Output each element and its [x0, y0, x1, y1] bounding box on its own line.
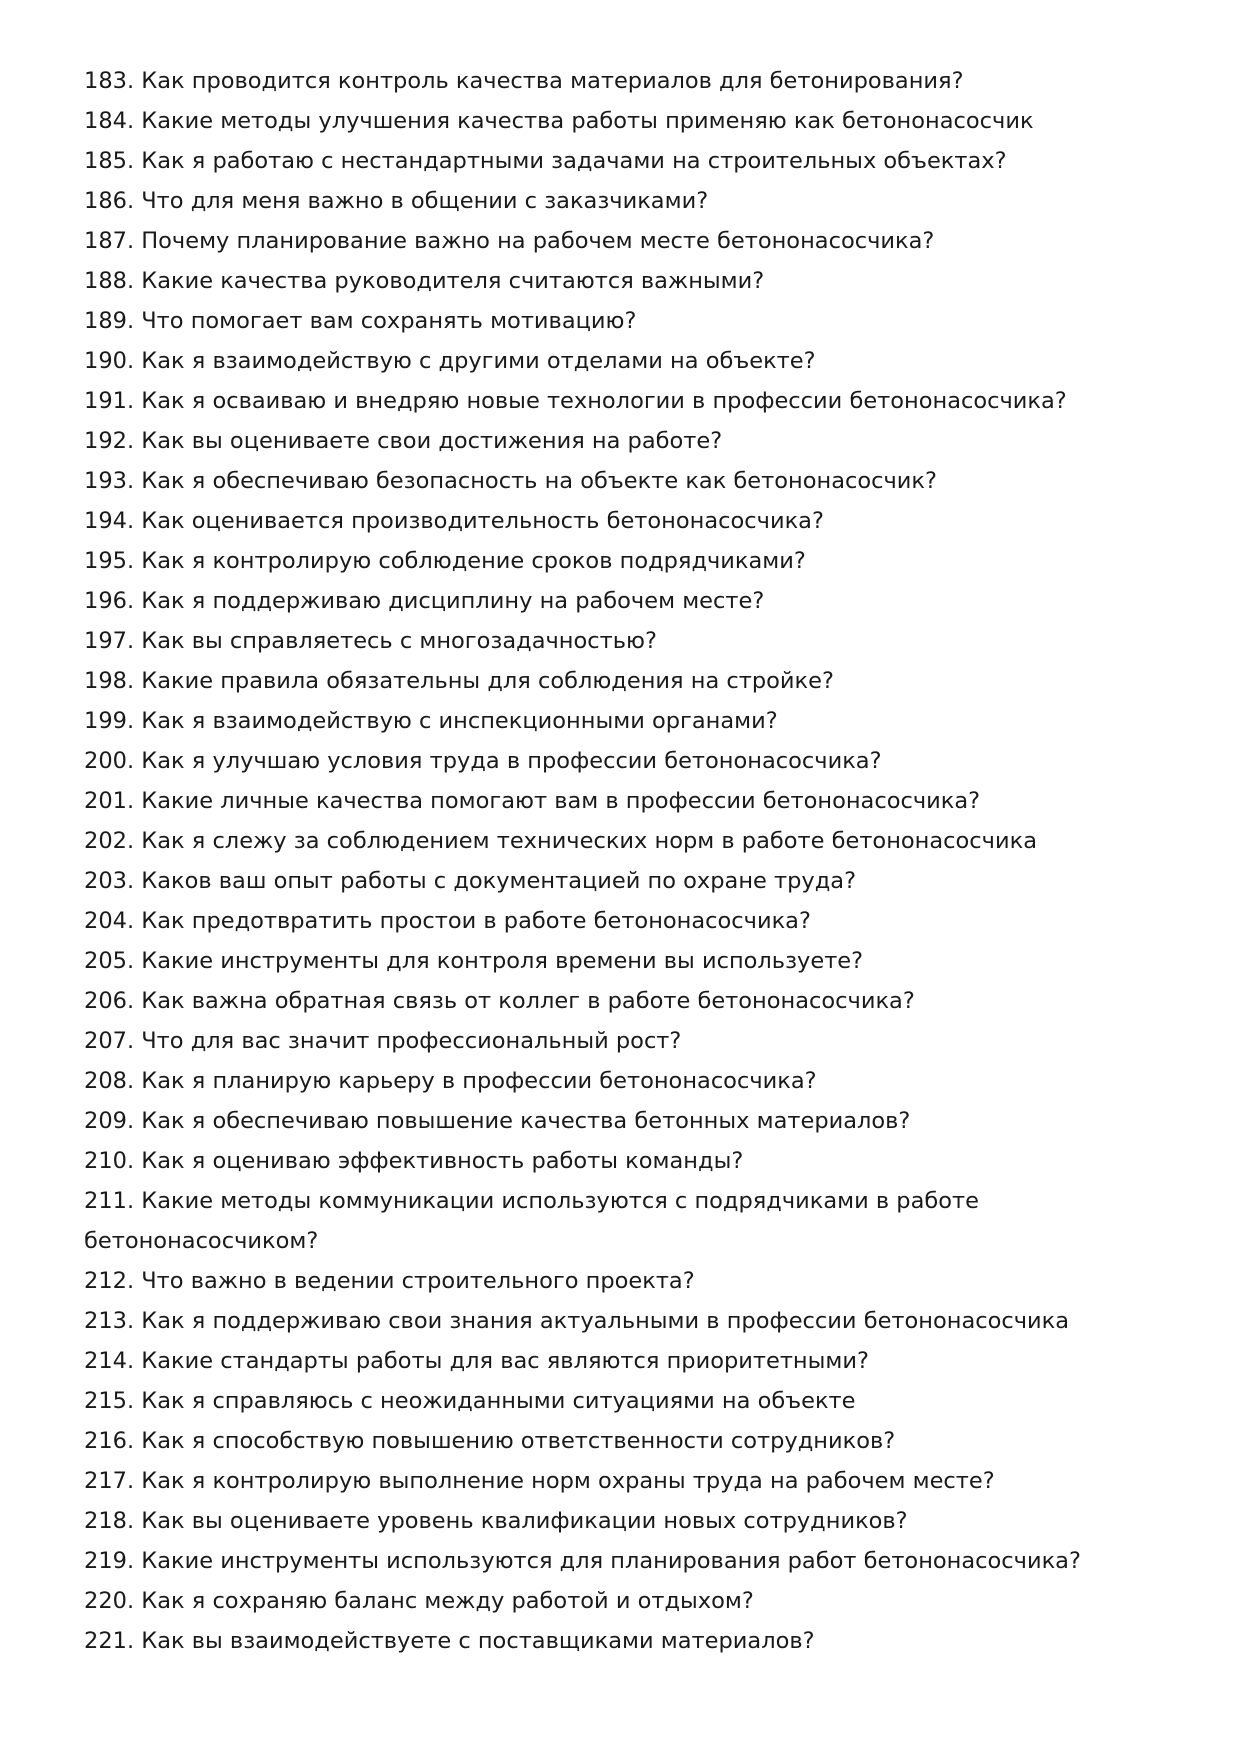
list-item: 210. Как я оцениваю эффективность работы команды?: [84, 1148, 744, 1174]
list-item: 189. Что помогает вам сохранять мотивацию?: [84, 308, 637, 334]
list-item: 205. Какие инструменты для контроля времени вы используете?: [84, 948, 864, 974]
list-item: 215. Как я справляюсь с неожиданными ситуациями на объекте: [84, 1388, 856, 1414]
list-item: 199. Как я взаимодействую с инспекционными органами?: [84, 708, 778, 734]
list-item: 207. Что для вас значит профессиональный рост?: [84, 1028, 682, 1054]
list-item: 219. Какие инструменты используются для планирования работ бетононасосчика?: [84, 1548, 1081, 1574]
list-item: 186. Что для меня важно в общении с заказчиками?: [84, 188, 709, 214]
list-item: 206. Как важна обратная связь от коллег в работе бетононасосчика?: [84, 988, 915, 1014]
list-item: 221. Как вы взаимодействуете с поставщиками материалов?: [84, 1628, 815, 1654]
list-item: 218. Как вы оцениваете уровень квалификации новых сотрудников?: [84, 1508, 908, 1534]
list-item: 201. Какие личные качества помогают вам в профессии бетононасосчика?: [84, 788, 981, 814]
list-item: 220. Как я сохраняю баланс между работой и отдыхом?: [84, 1588, 754, 1614]
list-item: 193. Как я обеспечиваю безопасность на объекте как бетононасосчик?: [84, 468, 937, 494]
list-item: 203. Каков ваш опыт работы с документацией по охране труда?: [84, 868, 857, 894]
list-item: 185. Как я работаю с нестандартными задачами на строительных объектах?: [84, 148, 1007, 174]
question-list: [84, 61, 1164, 1661]
list-item: 214. Какие стандарты работы для вас являются приоритетными?: [84, 1348, 869, 1374]
list-item: 211. Какие методы коммуникации используются с подрядчиками в работе бетононасосчиком?: [84, 1188, 979, 1254]
list-item: 194. Как оценивается производительность бетононасосчика?: [84, 508, 824, 534]
list-item: 217. Как я контролирую выполнение норм охраны труда на рабочем месте?: [84, 1468, 995, 1494]
list-item: 204. Как предотвратить простои в работе бетононасосчика?: [84, 908, 811, 934]
list-item: 192. Как вы оцениваете свои достижения на работе?: [84, 428, 723, 454]
list-item: 188. Какие качества руководителя считаются важными?: [84, 268, 765, 294]
list-item: 187. Почему планирование важно на рабочем месте бетононасосчика?: [84, 228, 935, 254]
list-item: 195. Как я контролирую соблюдение сроков подрядчиками?: [84, 548, 806, 574]
list-item: 200. Как я улучшаю условия труда в профессии бетононасосчика?: [84, 748, 882, 774]
list-item: 216. Как я способствую повышению ответственности сотрудников?: [84, 1428, 896, 1454]
list-item: 212. Что важно в ведении строительного проекта?: [84, 1268, 695, 1294]
list-item: 190. Как я взаимодействую с другими отделами на объекте?: [84, 348, 816, 374]
list-item: 197. Как вы справляетесь с многозадачностью?: [84, 628, 657, 654]
list-item: 208. Как я планирую карьеру в профессии бетононасосчика?: [84, 1068, 817, 1094]
list-item: 183. Как проводится контроль качества материалов для бетонирования?: [84, 68, 964, 94]
list-item: 209. Как я обеспечиваю повышение качества бетонных материалов?: [84, 1108, 911, 1134]
list-item: 196. Как я поддерживаю дисциплину на рабочем месте?: [84, 588, 765, 614]
list-item: 202. Как я слежу за соблюдением технических норм в работе бетононасосчика: [84, 828, 1037, 854]
list-item: 198. Какие правила обязательны для соблюдения на стройке?: [84, 668, 834, 694]
list-item: 191. Как я осваиваю и внедряю новые технологии в профессии бетононасосчика?: [84, 388, 1067, 414]
list-item: 184. Какие методы улучшения качества работы применяю как бетононасосчик: [84, 108, 1034, 134]
list-item: 213. Как я поддерживаю свои знания актуальными в профессии бетононасосчика: [84, 1308, 1070, 1334]
